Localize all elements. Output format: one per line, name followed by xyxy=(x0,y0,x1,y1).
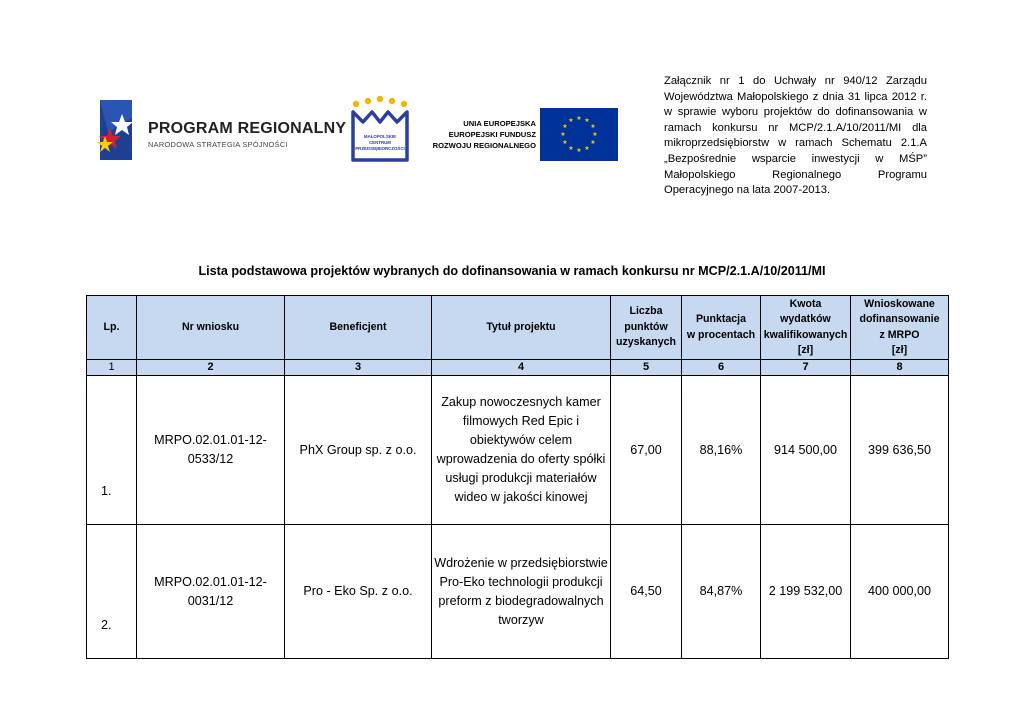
cell-liczba-punktow: 67,00 xyxy=(611,376,682,525)
header-beneficjent: Beneficjent xyxy=(285,296,432,360)
svg-text:★: ★ xyxy=(568,145,574,152)
cell-line: tworzyw xyxy=(498,612,544,627)
cell-line: Zakup nowoczesnych kamer xyxy=(441,395,601,409)
svg-text:★: ★ xyxy=(562,139,568,146)
cell-tytul-projektu xyxy=(432,376,611,525)
header-liczba-punktow xyxy=(611,296,682,360)
eu-caption-line-2: EUROPEJSKI FUNDUSZ xyxy=(448,130,536,139)
cell-line: Pro-Eko technologii produkcji xyxy=(439,574,603,589)
cell-kwota: 914 500,00 xyxy=(761,376,851,525)
cell-line: wideo w jakości kinowej xyxy=(454,490,588,504)
header-tytul-projektu: Tytuł projektu xyxy=(432,296,611,360)
header-line: uzyskanych xyxy=(615,336,677,349)
cell-line: MRPO.02.01.01-12- xyxy=(154,433,267,447)
column-number: 4 xyxy=(432,360,611,376)
column-number: 1 xyxy=(87,360,137,376)
header-line: Wnioskowane xyxy=(864,297,935,310)
program-subtitle: NARODOWA STRATEGIA SPÓJNOŚCI xyxy=(148,140,288,149)
header-line: kwalifikowanych xyxy=(763,328,848,341)
svg-text:★: ★ xyxy=(576,147,582,154)
cell-dofinansowanie: 400 000,00 xyxy=(851,525,949,659)
cell-line: filmowych Red Epic i xyxy=(462,414,580,428)
eu-caption xyxy=(418,118,536,151)
header-line: wydatków xyxy=(780,313,831,325)
header-line: Kwota xyxy=(789,297,822,310)
header-wnioskowane-dofinansowanie xyxy=(851,296,949,360)
column-number: 7 xyxy=(761,360,851,376)
table-row xyxy=(87,376,949,525)
cell-nr-wniosku xyxy=(137,525,285,659)
mcp-text-line-1: MAŁOPOLSKIE xyxy=(363,134,397,139)
table-row xyxy=(87,525,949,659)
cell-beneficjent: PhX Group sp. z o.o. xyxy=(285,376,432,525)
header-line: Punktacja xyxy=(695,313,747,325)
eu-caption-line-1: UNIA EUROPEJSKA xyxy=(463,119,536,128)
header-nr-wniosku: Nr wniosku xyxy=(137,296,285,360)
header-line: [zł] xyxy=(797,344,814,356)
header-lp: Lp. xyxy=(87,296,137,360)
cell-line: wprowadzenia do oferty spółki xyxy=(436,452,606,466)
svg-text:★: ★ xyxy=(576,115,582,122)
svg-text:★: ★ xyxy=(568,117,574,124)
document-title: Lista podstawowa projektów wybranych do dofinansowania w ramach konkursu nr MCP/2.1.A/10/2011/MI xyxy=(198,264,826,278)
cell-line: preform z biodegradowalnych xyxy=(438,593,604,608)
cell-punktacja: 84,87% xyxy=(682,525,761,659)
eu-flag-icon xyxy=(540,108,618,161)
cell-punktacja: 88,16% xyxy=(682,376,761,525)
cell-kwota: 2 199 532,00 xyxy=(761,525,851,659)
mcp-text-line-2: CENTRUM xyxy=(369,140,391,145)
column-number: 2 xyxy=(137,360,285,376)
cell-beneficjent: Pro - Eko Sp. z o.o. xyxy=(285,525,432,659)
cell-nr-wniosku xyxy=(137,376,285,525)
cell-line: usługi produkcji materiałów xyxy=(445,471,597,485)
cell-line: MRPO.02.01.01-12- xyxy=(154,574,267,589)
cell-line: 0031/12 xyxy=(187,593,234,608)
header-line: punktów xyxy=(624,320,668,333)
annex-resolution-text: Załącznik nr 1 do Uchwały nr 940/12 Zarządu Województwa Małopolskiego z dnia 31 lipca 2012 r. w sprawie wyboru projektów do dofinansowania w ramach konkursu nr MCP/2.1.A/10/2011/MI dla mikroprzedsiębiorstw w ramach Schematu 2.1.A „Bezpośrednie wsparcie inwestycji w MŚP” Małopolskiego Regionalnego Programu Operacyjnego na lata 2007-2013. xyxy=(664,75,927,197)
mcp-text-line-3: PRZEDSIĘBIORCZOŚCI xyxy=(355,146,405,151)
svg-text:★: ★ xyxy=(590,123,596,130)
mcp-emblem-icon xyxy=(350,96,410,164)
logo-bar xyxy=(96,96,620,166)
header-punktacja xyxy=(682,296,761,360)
cell-line: obiektywów celem xyxy=(469,433,573,447)
column-number: 6 xyxy=(682,360,761,376)
program-regionalny-logo xyxy=(96,98,347,162)
program-title: PROGRAM REGIONALNY xyxy=(148,120,347,137)
projects-table xyxy=(86,295,949,659)
mcp-logo xyxy=(350,96,410,164)
cell-tytul-projektu xyxy=(432,525,611,659)
cell-line: Wdrożenie w przedsiębiorstwie xyxy=(434,555,608,570)
cell-dofinansowanie: 399 636,50 xyxy=(851,376,949,525)
cell-lp: 1. xyxy=(87,376,137,525)
program-regionalny-emblem-icon xyxy=(96,98,146,162)
svg-text:★: ★ xyxy=(592,131,598,138)
header-line: w procentach xyxy=(686,328,756,341)
column-number: 8 xyxy=(851,360,949,376)
header-line: Liczba xyxy=(629,305,663,318)
column-number-row xyxy=(87,360,949,376)
svg-text:★: ★ xyxy=(584,145,590,152)
column-number: 5 xyxy=(611,360,682,376)
header-line: [zł] xyxy=(891,344,908,356)
cell-line: 0533/12 xyxy=(187,452,234,466)
svg-text:★: ★ xyxy=(562,123,568,130)
table-header-row xyxy=(87,296,949,360)
header-line: dofinansowanie xyxy=(859,313,940,325)
svg-text:★: ★ xyxy=(584,117,590,124)
column-number: 3 xyxy=(285,360,432,376)
header-line: z MRPO xyxy=(879,328,920,341)
header-kwota-wydatkow xyxy=(761,296,851,360)
cell-liczba-punktow: 64,50 xyxy=(611,525,682,659)
svg-text:★: ★ xyxy=(590,139,596,146)
eu-caption-line-3: ROZWOJU REGIONALNEGO xyxy=(432,141,536,150)
cell-lp: 2. xyxy=(87,525,137,659)
svg-text:★: ★ xyxy=(560,131,566,138)
